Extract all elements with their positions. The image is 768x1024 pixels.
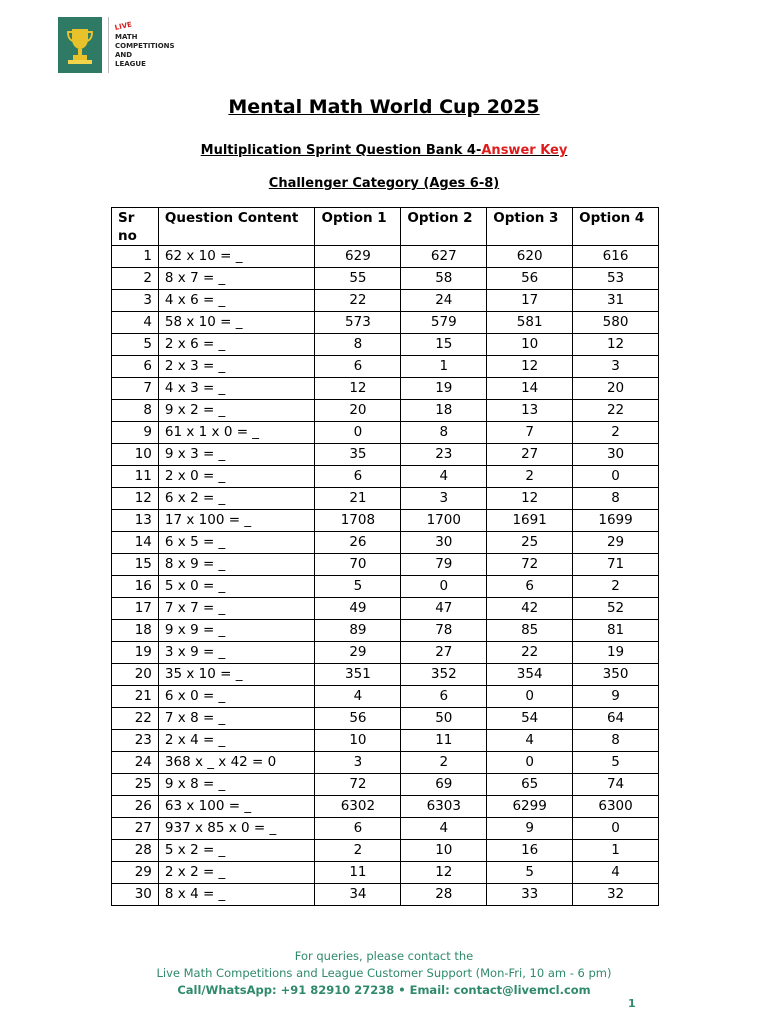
- cell-sr-no: 20: [112, 664, 159, 686]
- cell-sr-no: 28: [112, 840, 159, 862]
- page-number: 1: [628, 997, 636, 1010]
- table-row: [112, 400, 659, 422]
- cell-question: 7 x 8 = _: [158, 708, 315, 730]
- cell-option-4: 2: [573, 422, 659, 444]
- cell-option-2: 27: [401, 642, 487, 664]
- cell-option-4: 29: [573, 532, 659, 554]
- cell-option-1: 6302: [315, 796, 401, 818]
- table-header-row: [112, 208, 659, 246]
- cell-option-1: 10: [315, 730, 401, 752]
- table-row: [112, 818, 659, 840]
- cell-sr-no: 19: [112, 642, 159, 664]
- cell-question: 6 x 2 = _: [158, 488, 315, 510]
- cell-option-2: 1700: [401, 510, 487, 532]
- cell-question: 8 x 7 = _: [158, 268, 315, 290]
- logo: [58, 14, 186, 76]
- cell-option-4: 12: [573, 334, 659, 356]
- cell-option-3: 6: [487, 576, 573, 598]
- cell-option-2: 1: [401, 356, 487, 378]
- cell-option-1: 34: [315, 884, 401, 906]
- table-row: [112, 840, 659, 862]
- header-option-3: Option 3: [487, 208, 573, 246]
- cell-option-3: 7: [487, 422, 573, 444]
- cell-sr-no: 16: [112, 576, 159, 598]
- cell-question: 17 x 100 = _: [158, 510, 315, 532]
- footer-line-1: For queries, please contact the: [294, 949, 474, 963]
- cell-option-1: 29: [315, 642, 401, 664]
- cell-option-3: 9: [487, 818, 573, 840]
- cell-option-1: 12: [315, 378, 401, 400]
- cell-option-4: 20: [573, 378, 659, 400]
- cell-sr-no: 17: [112, 598, 159, 620]
- cell-sr-no: 5: [112, 334, 159, 356]
- cell-option-4: 616: [573, 246, 659, 268]
- cell-option-1: 6: [315, 466, 401, 488]
- cell-question: 4 x 3 = _: [158, 378, 315, 400]
- cell-option-2: 18: [401, 400, 487, 422]
- table-row: [112, 444, 659, 466]
- cell-option-4: 4: [573, 862, 659, 884]
- cell-option-4: 9: [573, 686, 659, 708]
- category-heading: Challenger Category (Ages 6-8): [268, 176, 500, 191]
- cell-option-4: 1: [573, 840, 659, 862]
- cell-option-4: 22: [573, 400, 659, 422]
- logo-line-1: MATH: [115, 32, 138, 41]
- cell-option-1: 2: [315, 840, 401, 862]
- footer-line-2: Live Math Competitions and League Customer Support (Mon-Fri, 10 am - 6 pm): [156, 966, 612, 980]
- cell-option-1: 4: [315, 686, 401, 708]
- cell-option-1: 55: [315, 268, 401, 290]
- table-row: [112, 532, 659, 554]
- cell-option-2: 10: [401, 840, 487, 862]
- table-row: [112, 686, 659, 708]
- cell-option-4: 52: [573, 598, 659, 620]
- cell-sr-no: 14: [112, 532, 159, 554]
- cell-option-3: 0: [487, 752, 573, 774]
- cell-option-3: 2: [487, 466, 573, 488]
- header-question: Question Content: [158, 208, 315, 246]
- table-row: [112, 884, 659, 906]
- cell-option-4: 30: [573, 444, 659, 466]
- cell-option-4: 8: [573, 730, 659, 752]
- cell-option-4: 31: [573, 290, 659, 312]
- cell-question: 2 x 2 = _: [158, 862, 315, 884]
- cell-option-3: 1691: [487, 510, 573, 532]
- cell-question: 9 x 9 = _: [158, 620, 315, 642]
- table-row: [112, 422, 659, 444]
- cell-option-2: 28: [401, 884, 487, 906]
- table-row: [112, 598, 659, 620]
- cell-option-2: 579: [401, 312, 487, 334]
- cell-sr-no: 4: [112, 312, 159, 334]
- cell-option-1: 11: [315, 862, 401, 884]
- cell-sr-no: 30: [112, 884, 159, 906]
- question-table: [111, 207, 659, 906]
- cell-option-1: 0: [315, 422, 401, 444]
- cell-question: 8 x 4 = _: [158, 884, 315, 906]
- cell-option-3: 12: [487, 488, 573, 510]
- header-option-4: Option 4: [573, 208, 659, 246]
- cell-question: 4 x 6 = _: [158, 290, 315, 312]
- logo-divider: [108, 17, 109, 73]
- table-row: [112, 268, 659, 290]
- cell-option-4: 74: [573, 774, 659, 796]
- cell-question: 368 x _ x 42 = 0: [158, 752, 315, 774]
- table-row: [112, 862, 659, 884]
- cell-sr-no: 6: [112, 356, 159, 378]
- cell-option-1: 1708: [315, 510, 401, 532]
- cell-sr-no: 7: [112, 378, 159, 400]
- table-body: [112, 246, 659, 906]
- cell-option-4: 32: [573, 884, 659, 906]
- cell-option-2: 50: [401, 708, 487, 730]
- cell-option-3: 42: [487, 598, 573, 620]
- table-row: [112, 642, 659, 664]
- cell-option-2: 15: [401, 334, 487, 356]
- table-row: [112, 510, 659, 532]
- cell-option-3: 0: [487, 686, 573, 708]
- cell-sr-no: 21: [112, 686, 159, 708]
- cell-sr-no: 10: [112, 444, 159, 466]
- cell-option-3: 581: [487, 312, 573, 334]
- cell-option-2: 12: [401, 862, 487, 884]
- cell-option-3: 14: [487, 378, 573, 400]
- cell-option-1: 72: [315, 774, 401, 796]
- cell-option-2: 627: [401, 246, 487, 268]
- subtitle-main: Multiplication Sprint Question Bank 4-: [200, 143, 482, 158]
- cell-question: 7 x 7 = _: [158, 598, 315, 620]
- cell-option-2: 30: [401, 532, 487, 554]
- cell-option-4: 3: [573, 356, 659, 378]
- cell-option-3: 17: [487, 290, 573, 312]
- cell-question: 3 x 9 = _: [158, 642, 315, 664]
- cell-option-1: 21: [315, 488, 401, 510]
- table-row: [112, 774, 659, 796]
- cell-option-3: 10: [487, 334, 573, 356]
- table-row: [112, 246, 659, 268]
- cell-sr-no: 25: [112, 774, 159, 796]
- cell-option-4: 64: [573, 708, 659, 730]
- table-row: [112, 554, 659, 576]
- cell-option-2: 79: [401, 554, 487, 576]
- cell-option-4: 350: [573, 664, 659, 686]
- cell-option-1: 70: [315, 554, 401, 576]
- table-row: [112, 378, 659, 400]
- cell-option-2: 11: [401, 730, 487, 752]
- cell-option-3: 33: [487, 884, 573, 906]
- table-row: [112, 466, 659, 488]
- cell-option-2: 4: [401, 466, 487, 488]
- cell-question: 937 x 85 x 0 = _: [158, 818, 315, 840]
- cell-option-2: 4: [401, 818, 487, 840]
- table-row: [112, 312, 659, 334]
- cell-question: 61 x 1 x 0 = _: [158, 422, 315, 444]
- cell-option-1: 22: [315, 290, 401, 312]
- cell-option-1: 35: [315, 444, 401, 466]
- cell-option-3: 12: [487, 356, 573, 378]
- cell-option-3: 72: [487, 554, 573, 576]
- cell-sr-no: 24: [112, 752, 159, 774]
- cell-option-1: 351: [315, 664, 401, 686]
- footer: [0, 948, 768, 999]
- cell-option-3: 6299: [487, 796, 573, 818]
- page-subtitle: [0, 143, 768, 158]
- logo-live-text: LIVE: [114, 20, 133, 32]
- cell-option-1: 49: [315, 598, 401, 620]
- cell-sr-no: 3: [112, 290, 159, 312]
- cell-option-2: 58: [401, 268, 487, 290]
- cell-option-3: 25: [487, 532, 573, 554]
- cell-option-3: 22: [487, 642, 573, 664]
- cell-question: 2 x 0 = _: [158, 466, 315, 488]
- cell-option-3: 16: [487, 840, 573, 862]
- table-row: [112, 334, 659, 356]
- cell-question: 62 x 10 = _: [158, 246, 315, 268]
- cell-option-2: 3: [401, 488, 487, 510]
- cell-option-1: 6: [315, 818, 401, 840]
- cell-question: 5 x 2 = _: [158, 840, 315, 862]
- cell-question: 9 x 3 = _: [158, 444, 315, 466]
- table-row: [112, 752, 659, 774]
- cell-sr-no: 8: [112, 400, 159, 422]
- cell-option-2: 78: [401, 620, 487, 642]
- cell-option-3: 27: [487, 444, 573, 466]
- cell-option-2: 8: [401, 422, 487, 444]
- page-title: Mental Math World Cup 2025: [228, 96, 540, 118]
- cell-sr-no: 2: [112, 268, 159, 290]
- cell-option-2: 69: [401, 774, 487, 796]
- footer-contact: Call/WhatsApp: +91 82910 27238 • Email: contact@livemcl.com: [177, 983, 591, 997]
- cell-option-2: 23: [401, 444, 487, 466]
- cell-option-4: 81: [573, 620, 659, 642]
- cell-option-3: 5: [487, 862, 573, 884]
- cell-option-3: 56: [487, 268, 573, 290]
- cell-question: 9 x 2 = _: [158, 400, 315, 422]
- cell-option-2: 0: [401, 576, 487, 598]
- cell-sr-no: 26: [112, 796, 159, 818]
- cell-question: 58 x 10 = _: [158, 312, 315, 334]
- cell-option-3: 13: [487, 400, 573, 422]
- cell-option-1: 3: [315, 752, 401, 774]
- cell-option-4: 1699: [573, 510, 659, 532]
- cell-option-2: 352: [401, 664, 487, 686]
- cell-option-1: 573: [315, 312, 401, 334]
- logo-line-3: AND: [115, 50, 133, 59]
- cell-option-4: 580: [573, 312, 659, 334]
- cell-sr-no: 23: [112, 730, 159, 752]
- cell-option-3: 65: [487, 774, 573, 796]
- cell-option-3: 4: [487, 730, 573, 752]
- cell-option-1: 629: [315, 246, 401, 268]
- cell-option-4: 0: [573, 466, 659, 488]
- cell-option-4: 8: [573, 488, 659, 510]
- table-row: [112, 290, 659, 312]
- cell-sr-no: 11: [112, 466, 159, 488]
- header-sr-no: Sr no: [112, 208, 159, 246]
- cell-option-2: 47: [401, 598, 487, 620]
- cell-option-4: 71: [573, 554, 659, 576]
- cell-option-1: 8: [315, 334, 401, 356]
- cell-sr-no: 29: [112, 862, 159, 884]
- cell-question: 5 x 0 = _: [158, 576, 315, 598]
- cell-option-2: 6: [401, 686, 487, 708]
- cell-option-4: 0: [573, 818, 659, 840]
- table-row: [112, 664, 659, 686]
- logo-line-2: COMPETITIONS: [115, 41, 175, 50]
- table-row: [112, 356, 659, 378]
- cell-question: 6 x 5 = _: [158, 532, 315, 554]
- cell-option-4: 19: [573, 642, 659, 664]
- cell-option-1: 26: [315, 532, 401, 554]
- logo-wordmark: [114, 20, 175, 69]
- table-row: [112, 708, 659, 730]
- cell-option-4: 5: [573, 752, 659, 774]
- cell-option-4: 6300: [573, 796, 659, 818]
- cell-option-3: 85: [487, 620, 573, 642]
- table-row: [112, 488, 659, 510]
- cell-question: 9 x 8 = _: [158, 774, 315, 796]
- cell-sr-no: 27: [112, 818, 159, 840]
- cell-question: 2 x 3 = _: [158, 356, 315, 378]
- cell-option-1: 56: [315, 708, 401, 730]
- cell-sr-no: 15: [112, 554, 159, 576]
- table-row: [112, 576, 659, 598]
- cell-question: 2 x 6 = _: [158, 334, 315, 356]
- cell-option-2: 19: [401, 378, 487, 400]
- cell-option-1: 20: [315, 400, 401, 422]
- cell-option-2: 6303: [401, 796, 487, 818]
- table-row: [112, 730, 659, 752]
- cell-option-1: 5: [315, 576, 401, 598]
- header-option-2: Option 2: [401, 208, 487, 246]
- cell-sr-no: 1: [112, 246, 159, 268]
- table-row: [112, 620, 659, 642]
- cell-question: 2 x 4 = _: [158, 730, 315, 752]
- subtitle-answer-key: Answer Key: [481, 143, 568, 158]
- cell-question: 6 x 0 = _: [158, 686, 315, 708]
- cell-option-3: 620: [487, 246, 573, 268]
- cell-option-4: 53: [573, 268, 659, 290]
- cell-question: 63 x 100 = _: [158, 796, 315, 818]
- cell-option-2: 2: [401, 752, 487, 774]
- cell-sr-no: 22: [112, 708, 159, 730]
- cell-sr-no: 12: [112, 488, 159, 510]
- header-option-1: Option 1: [315, 208, 401, 246]
- logo-line-4: LEAGUE: [115, 59, 146, 68]
- cell-option-3: 354: [487, 664, 573, 686]
- cell-option-2: 24: [401, 290, 487, 312]
- cell-sr-no: 9: [112, 422, 159, 444]
- cell-option-4: 2: [573, 576, 659, 598]
- cell-sr-no: 13: [112, 510, 159, 532]
- cell-sr-no: 18: [112, 620, 159, 642]
- table-row: [112, 796, 659, 818]
- trophy-logo-icon: [58, 17, 102, 73]
- cell-option-1: 6: [315, 356, 401, 378]
- cell-option-3: 54: [487, 708, 573, 730]
- cell-option-1: 89: [315, 620, 401, 642]
- cell-question: 8 x 9 = _: [158, 554, 315, 576]
- cell-question: 35 x 10 = _: [158, 664, 315, 686]
